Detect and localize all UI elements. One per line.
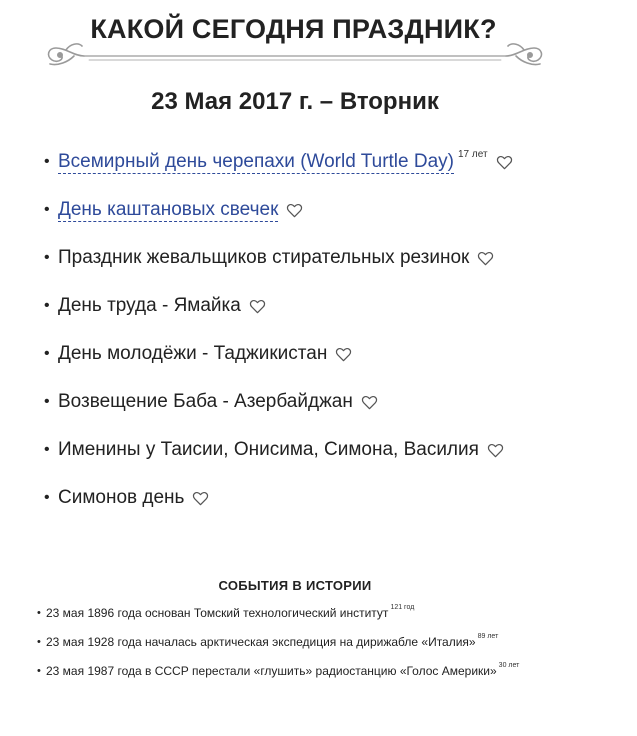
- bullet: •: [37, 635, 41, 648]
- bullet: •: [44, 201, 50, 218]
- holiday-name: Возвещение Баба - Азербайджан: [58, 391, 353, 412]
- holiday-age: 17 лет: [458, 148, 488, 160]
- holiday-item: [44, 330, 513, 378]
- ornament-divider-icon: [44, 40, 546, 70]
- history-event: [37, 656, 519, 685]
- heart-icon[interactable]: [477, 251, 494, 266]
- page-title: КАКОЙ СЕГОДНЯ ПРАЗДНИК?: [90, 14, 497, 44]
- bullet: •: [44, 393, 50, 410]
- holiday-item: [44, 378, 513, 426]
- bullet: •: [37, 606, 41, 619]
- holiday-list: [44, 138, 513, 522]
- holiday-item: [44, 474, 513, 522]
- holiday-name: Именины у Таисии, Онисима, Симона, Василия: [58, 439, 479, 460]
- heart-icon[interactable]: [496, 155, 513, 170]
- history-event-text: 23 мая 1896 года основан Томский технологический институт: [46, 605, 389, 620]
- history-event-text: 23 мая 1987 года в СССР перестали «глушить» радиостанцию «Голос Америки»: [46, 663, 497, 678]
- bullet: •: [44, 345, 50, 362]
- heart-icon[interactable]: [487, 443, 504, 458]
- heart-icon[interactable]: [286, 203, 303, 218]
- date-heading: 23 Мая 2017 г. – Вторник: [151, 88, 439, 115]
- holiday-item: [44, 426, 513, 474]
- holiday-name: Симонов день: [58, 487, 185, 508]
- bullet: •: [44, 153, 50, 170]
- heart-icon[interactable]: [192, 491, 209, 506]
- history-event-age: 121 год: [390, 604, 415, 611]
- holiday-item: [44, 186, 513, 234]
- heart-icon[interactable]: [361, 395, 378, 410]
- history-event-text: 23 мая 1928 года началась арктическая экспедиция на дирижабле «Италия»: [46, 634, 476, 649]
- history-event: [37, 598, 519, 627]
- history-event-list: [37, 598, 519, 685]
- holiday-item: [44, 282, 513, 330]
- holiday-item: [44, 138, 513, 186]
- holiday-name: День молодёжи - Таджикистан: [58, 343, 328, 364]
- bullet: •: [44, 249, 50, 266]
- holiday-link[interactable]: День каштановых свечек: [58, 198, 279, 220]
- bullet: •: [44, 441, 50, 458]
- history-section-title: СОБЫТИЯ В ИСТОРИИ: [218, 578, 372, 593]
- history-event-age: 30 лет: [498, 662, 520, 669]
- bullet: •: [37, 664, 41, 677]
- bullet: •: [44, 489, 50, 506]
- heart-icon[interactable]: [335, 347, 352, 362]
- history-event: [37, 627, 519, 656]
- heart-icon[interactable]: [249, 299, 266, 314]
- bullet: •: [44, 297, 50, 314]
- holiday-item: [44, 234, 513, 282]
- history-event-age: 89 лет: [477, 633, 499, 640]
- holiday-name: Праздник жевальщиков стирательных резинок: [58, 247, 470, 268]
- holiday-link[interactable]: Всемирный день черепахи (World Turtle Day): [58, 150, 454, 172]
- holiday-name: День труда - Ямайка: [58, 295, 241, 316]
